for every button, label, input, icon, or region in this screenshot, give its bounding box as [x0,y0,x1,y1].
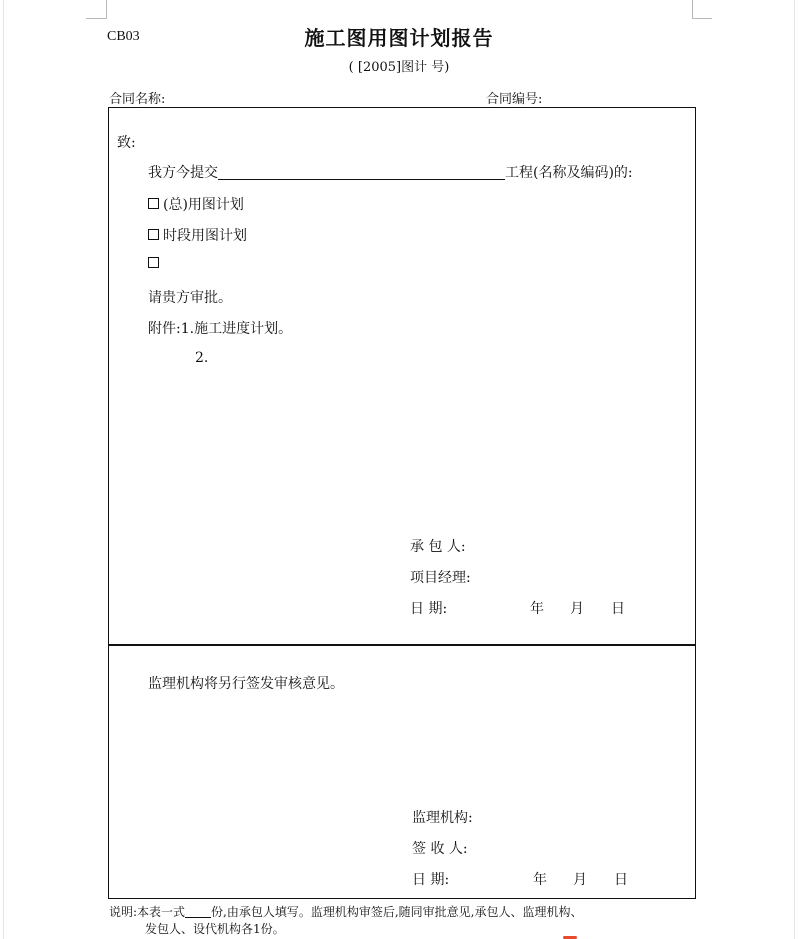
project-name-blank[interactable] [218,164,505,180]
note-suffix: 份,由承包人填写。监理机构审签后,随同审批意见,承包人、监理机构、 [211,905,583,919]
date-day-1: 日 [611,601,625,617]
date-label-1: 日 期: [410,601,448,617]
receiver-label: 签 收 人: [412,841,468,857]
page-left-edge [3,0,4,939]
note-line-2: 发包人、设代机构各1份。 [145,922,285,936]
form-code: CB03 [107,29,140,44]
checkbox-period-plan[interactable] [148,229,159,240]
section-divider [108,644,696,646]
date-label-2: 日 期: [412,872,450,888]
date-day-2: 日 [614,872,628,888]
attachment-1: 1.施工进度计划。 [180,321,293,337]
contract-no-label: 合同编号: [486,92,543,107]
date-year-2: 年 [533,872,547,888]
submit-line [148,162,633,182]
request-text: 请贵方审批。 [148,290,232,306]
submit-suffix: 工程(名称及编码)的: [505,165,633,181]
supervisor-label: 监理机构: [412,810,473,826]
crop-mark-top-right-h [692,18,712,19]
document-number: ( [2005]图计 号) [348,60,450,75]
checkbox-total-plan[interactable] [148,198,159,209]
crop-mark-top-right-v [692,0,693,19]
page-title: 施工图用图计划报告 [304,26,494,50]
crop-mark-top-left-h [86,18,106,19]
option-total-plan [148,194,244,214]
note-line-1 [109,903,583,920]
option-period-plan-label: 时段用图计划 [163,228,247,244]
attachment-label: 附件: [148,321,181,337]
supervisor-opinion: 监理机构将另行签发审核意见。 [148,676,344,692]
option-total-plan-label: (总)用图计划 [163,197,244,213]
date-month-2: 月 [573,872,587,888]
attachment-line [148,318,292,338]
option-period-plan [148,225,247,245]
checkbox-other[interactable] [148,257,159,268]
submit-prefix: 我方今提交 [148,165,218,181]
copies-blank[interactable] [185,905,211,918]
date-month-1: 月 [570,601,584,617]
contract-name-label: 合同名称: [109,92,166,107]
contractor-label: 承 包 人: [410,539,466,555]
option-other [148,256,163,272]
note-prefix: 说明:本表一式 [109,905,186,919]
attachment-2: 2. [195,350,209,366]
project-manager-label: 项目经理: [410,570,471,586]
page-right-edge [794,0,795,939]
date-year-1: 年 [530,601,544,617]
to-label: 致: [117,135,136,151]
crop-mark-top-left-v [106,0,107,19]
